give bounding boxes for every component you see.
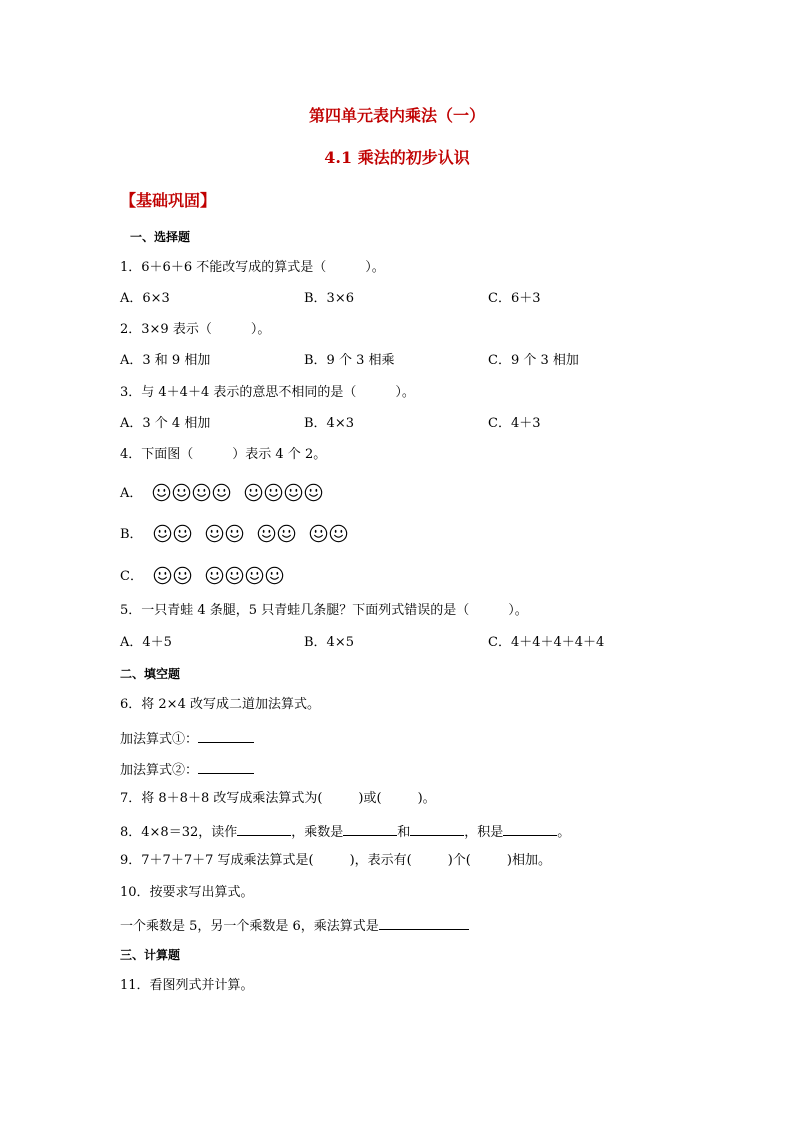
q2-option-a: A．3 和 9 相加: [120, 353, 211, 368]
q5-option-b: B．4×5: [304, 635, 354, 650]
smiley-face-icon: [284, 483, 303, 502]
q8-factor2-blank[interactable]: [410, 822, 464, 836]
lesson-title: 4.1 乘法的初步认识: [324, 148, 470, 167]
smiley-face-icon: [192, 483, 211, 502]
q2-option-b: B．9 个 3 相乘: [304, 353, 395, 368]
q8-text-1: 8．4×8＝32，读作: [120, 825, 238, 840]
q2-stem: 2．3×9 表示（ ）。: [120, 322, 271, 337]
q7-line: [120, 791, 436, 807]
q6-stem: 6．将 2×4 改写成二道加法算式。: [120, 697, 320, 712]
q8-text-3: 和: [397, 825, 411, 840]
smiley-face-icon: [173, 524, 192, 543]
q4-option-a-label: A．: [120, 485, 143, 501]
q8-reading-blank[interactable]: [237, 822, 291, 836]
q10-answer-blank[interactable]: [379, 916, 469, 930]
smiley-face-icon: [257, 524, 276, 543]
q11-stem: 11．看图列式并计算。: [120, 978, 254, 993]
smiley-face-icon: [264, 483, 283, 502]
smiley-face-icon: [153, 524, 172, 543]
q7-text-2: )或(: [358, 791, 382, 806]
q3-option-b: B．4×3: [304, 416, 354, 431]
q6-line2-label: 加法算式②：: [120, 763, 199, 778]
smiley-face-icon: [152, 483, 171, 502]
q9-line: [120, 853, 551, 869]
smiley-face-icon: [205, 566, 224, 585]
smiley-group: [153, 523, 193, 545]
q9-text-3: )个(: [447, 853, 471, 868]
smiley-face-icon: [205, 524, 224, 543]
q3-stem: 3．与 4＋4＋4 表示的意思不相同的是（ ）。: [120, 385, 415, 400]
smiley-face-icon: [225, 524, 244, 543]
q1-stem: 1．6＋6＋6 不能改写成的算式是（ ）。: [120, 260, 385, 275]
smiley-group: [205, 565, 285, 587]
unit-title: 第四单元表内乘法（一）: [308, 106, 485, 125]
q2-option-c: C．9 个 3 相加: [488, 353, 579, 368]
q5-option-c: C．4＋4＋4＋4＋4: [488, 635, 605, 650]
section-title: 【基础巩固】: [120, 191, 217, 210]
smiley-group: [153, 565, 193, 587]
q5-stem: 5．一只青蛙 4 条腿，5 只青蛙几条腿？下面列式错误的是（ ）。: [120, 603, 528, 618]
q8-product-blank[interactable]: [503, 822, 557, 836]
q6-answer1-blank[interactable]: [198, 729, 254, 743]
smiley-face-icon: [265, 566, 284, 585]
smiley-face-icon: [225, 566, 244, 585]
smiley-group: [309, 523, 349, 545]
q3-option-a: A．3 个 4 相加: [120, 416, 211, 431]
q4-faces-a: [152, 482, 336, 505]
q4-option-a: [120, 482, 336, 505]
part2-heading: 二、填空题: [120, 667, 181, 681]
q9-text-1: 9．7＋7＋7＋7 写成乘法算式是(: [120, 853, 314, 868]
q8-line: [120, 822, 570, 841]
q8-text-2: ，乘数是: [291, 825, 344, 840]
q4-option-b: [120, 523, 361, 546]
q10-stem: 10．按要求写出算式。: [120, 885, 254, 900]
part1-heading: 一、选择题: [130, 230, 191, 244]
q4-option-b-label: B．: [120, 526, 143, 542]
q4-option-c: [120, 565, 297, 588]
smiley-group: [244, 482, 324, 504]
smiley-face-icon: [309, 524, 328, 543]
q5-option-a: A．4＋5: [120, 635, 172, 650]
smiley-group: [152, 482, 232, 504]
smiley-face-icon: [277, 524, 296, 543]
smiley-face-icon: [153, 566, 172, 585]
q6-line2: [120, 760, 254, 779]
smiley-face-icon: [244, 483, 263, 502]
smiley-face-icon: [173, 566, 192, 585]
smiley-face-icon: [172, 483, 191, 502]
q9-text-2: )，表示有(: [349, 853, 412, 868]
smiley-face-icon: [245, 566, 264, 585]
smiley-face-icon: [212, 483, 231, 502]
smiley-face-icon: [304, 483, 323, 502]
smiley-face-icon: [329, 524, 348, 543]
q10-line: [120, 916, 469, 935]
q7-text-1: 7．将 8＋8＋8 改写成乘法算式为(: [120, 791, 323, 806]
q8-text-5: 。: [557, 825, 571, 840]
q6-line1-label: 加法算式①：: [120, 732, 199, 747]
q1-option-b: B．3×6: [304, 291, 354, 306]
q3-option-c: C．4＋3: [488, 416, 541, 431]
part3-heading: 三、计算题: [120, 948, 181, 962]
q10-text: 一个乘数是 5，另一个乘数是 6，乘法算式是: [120, 919, 379, 934]
q4-stem: 4．下面图（ ）表示 4 个 2。: [120, 447, 327, 462]
q6-line1: [120, 729, 254, 748]
q6-answer2-blank[interactable]: [198, 760, 254, 774]
q9-text-4: )相加。: [506, 853, 551, 868]
q1-option-a: A．6×3: [120, 291, 170, 306]
q4-option-c-label: C．: [120, 568, 143, 584]
smiley-group: [257, 523, 297, 545]
q4-faces-c: [153, 565, 297, 588]
smiley-group: [205, 523, 245, 545]
q8-factor1-blank[interactable]: [343, 822, 397, 836]
q4-faces-b: [153, 523, 361, 546]
q8-text-4: ，积是: [464, 825, 504, 840]
q1-option-c: C．6＋3: [488, 291, 541, 306]
q7-text-3: )。: [417, 791, 436, 806]
